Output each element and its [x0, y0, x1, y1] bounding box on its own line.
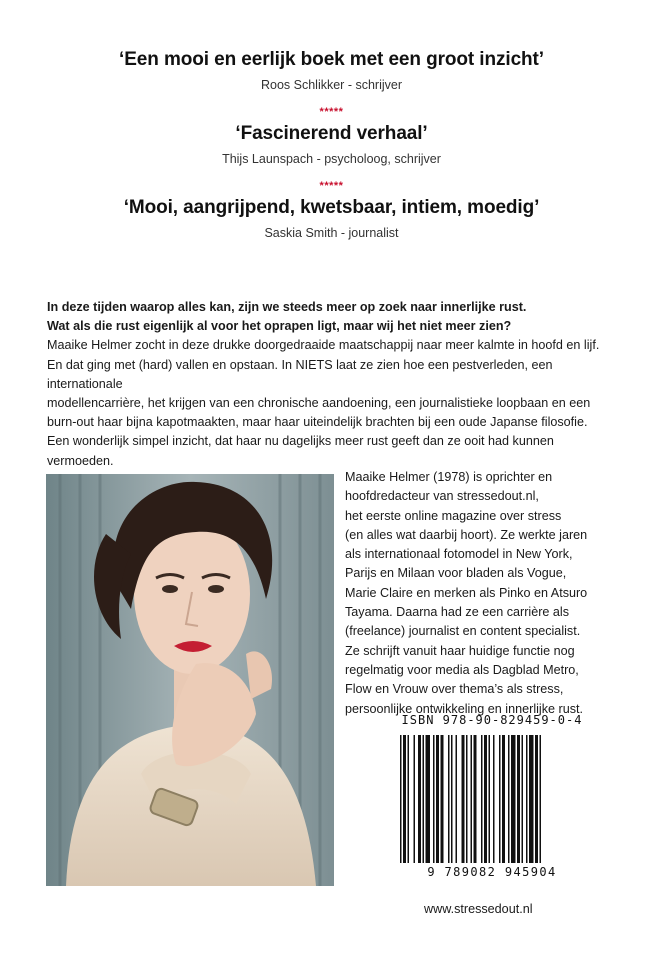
- barcode-bar: [466, 735, 468, 863]
- barcode-bar: [414, 735, 416, 863]
- barcode-bar: [436, 735, 439, 863]
- bio-line: Maaike Helmer (1978) is oprichter en: [345, 470, 553, 484]
- blurb-lead-line: In deze tijden waarop alles kan, zijn we steeds meer op zoek naar innerlijke rust.: [47, 300, 527, 314]
- barcode-bar: [481, 735, 483, 863]
- barcode-bar: [540, 735, 542, 863]
- review-author: Thijs Launspach - psycholoog, schrijver: [222, 152, 441, 166]
- bio-line: Tayama. Daarna had ze een carrière als: [345, 605, 570, 620]
- bio-line: het eerste online magazine over stress: [345, 508, 562, 523]
- isbn-label: ISBN 978-90-829459-0-4: [401, 713, 583, 727]
- author-bio: [345, 468, 635, 719]
- barcode-bar: [535, 735, 538, 863]
- barcode-bar: [526, 735, 528, 863]
- barcode-digits: 9 789082 945904: [427, 865, 557, 879]
- review-author: Saskia Smith - journalist: [264, 226, 399, 240]
- review-3: [0, 196, 663, 242]
- barcode-bar: [489, 735, 491, 863]
- barcode-bar: [529, 735, 534, 863]
- barcode-bar: [433, 735, 435, 863]
- website-url: www.stressedout.nl: [424, 902, 533, 916]
- blurb-line: En dat ging met (hard) vallen en opstaan. In NIETS laat ze zien hoe een pestverleden, een internationale: [47, 357, 553, 391]
- barcode-bar: [471, 735, 473, 863]
- blurb-line: modellencarrière, het krijgen van een chronische aandoening, een journalistieke loopbaan en een: [47, 396, 591, 411]
- barcode-bar: [517, 735, 520, 863]
- barcode-bar: [408, 735, 410, 863]
- review-1: [0, 48, 663, 94]
- barcode-bar: [448, 735, 450, 863]
- barcode-bar: [493, 735, 495, 863]
- star-separator: *****: [319, 106, 344, 118]
- barcode-bar: [502, 735, 505, 863]
- barcode-bar: [474, 735, 477, 863]
- barcode-bar: [403, 735, 406, 863]
- reviews-section: [0, 48, 663, 242]
- barcode-bar: [400, 735, 402, 863]
- barcode-bar: [441, 735, 444, 863]
- barcode-bar: [426, 735, 431, 863]
- barcode-bar: [462, 735, 465, 863]
- bio-line: Ze schrijft vanuit haar huidige functie nog: [345, 643, 575, 658]
- review-author: Roos Schlikker - schrijver: [260, 78, 402, 92]
- author-portrait-image: [46, 474, 334, 886]
- barcode-bar: [451, 735, 453, 863]
- blurb-line: Een wonderlijk simpel inzicht, dat haar nu dagelijks meer rust geeft dan ze ooit had kunnen vermoeden.: [47, 434, 554, 468]
- barcode-bar: [511, 735, 516, 863]
- isbn-barcode: [396, 713, 588, 885]
- bio-line: hoofdredacteur van stressedout.nl,: [345, 489, 539, 504]
- barcode-bar: [423, 735, 425, 863]
- review-quote: ‘Een mooi en eerlijk boek met een groot inzicht’: [119, 49, 544, 70]
- bio-line: (freelance) journalist en content specialist.: [345, 624, 581, 639]
- blurb-lead-line: Wat als die rust eigenlijk al voor het oprapen ligt, maar wij het niet meer zien?: [47, 319, 512, 334]
- bio-line: als internationaal fotomodel in New York,: [345, 547, 573, 562]
- bio-line: (en alles wat daarbij hoort). Ze werkte jaren: [345, 527, 588, 542]
- bio-line: Parijs en Milaan voor bladen als Vogue,: [345, 566, 567, 581]
- bio-line: Marie Claire en merken als Pinko en Atsuro: [345, 585, 588, 600]
- barcode-bar: [508, 735, 510, 863]
- barcode-bar: [456, 735, 458, 863]
- barcode-bar: [484, 735, 487, 863]
- blurb-line: Maaike Helmer zocht in deze drukke doorgedraaide maatschappij naar meer kalmte in hoofd en lijf.: [47, 338, 600, 353]
- book-blurb: [47, 298, 622, 490]
- barcode-bar: [522, 735, 524, 863]
- barcode-icon: [396, 735, 588, 863]
- blurb-line: burn-out haar bijna kapotmaakten, maar haar uiteindelijk brachten bij een oude Japanse filosofie.: [47, 415, 588, 430]
- bio-line: Flow en Vrouw over thema’s als stress,: [345, 682, 564, 697]
- barcode-bar: [418, 735, 421, 863]
- review-quote: ‘Mooi, aangrijpend, kwetsbaar, intiem, moedig’: [123, 197, 540, 218]
- bio-line: persoonlijke ontwikkeling en innerlijke rust.: [345, 701, 584, 716]
- review-quote: ‘Fascinerend verhaal’: [235, 123, 428, 144]
- bio-line: regelmatig voor media als Dagblad Metro,: [345, 662, 579, 677]
- review-2: [0, 122, 663, 168]
- author-portrait-icon: [46, 474, 334, 886]
- star-separator: *****: [319, 180, 344, 192]
- barcode-bar: [499, 735, 501, 863]
